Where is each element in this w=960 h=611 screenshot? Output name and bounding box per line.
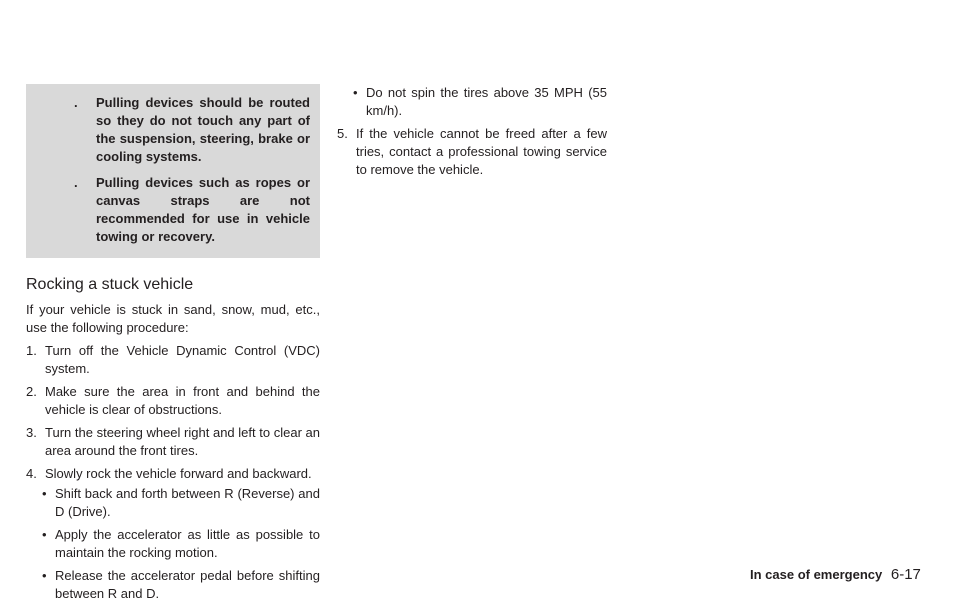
warning-text: Pulling devices should be routed so they do not touch any part of the suspension, steering, brake or cooling systems. <box>96 95 310 164</box>
step-number: 5. <box>337 126 348 141</box>
step-number: 1. <box>26 343 37 358</box>
section-title: Rocking a stuck vehicle <box>26 276 194 293</box>
intro-paragraph: If your vehicle is stuck in sand, snow, mud, etc., use the following procedure: <box>26 302 320 335</box>
step-text: If the vehicle cannot be freed after a few tries, contact a professional towing service to remove the vehicle. <box>356 126 607 177</box>
step-text: Make sure the area in front and behind the vehicle is clear of obstructions. <box>45 384 320 417</box>
warning-box <box>26 84 320 258</box>
bullet: • <box>42 486 47 501</box>
page-footer <box>750 566 921 584</box>
warning-text: Pulling devices such as ropes or canvas straps are not recommended for use in vehicle towing or recovery. <box>96 175 310 244</box>
right-column <box>337 84 607 184</box>
step-item <box>26 383 320 419</box>
sub-bullet-item <box>337 84 607 120</box>
step-item <box>26 424 320 460</box>
sub-bullet-item <box>26 526 320 562</box>
page-number: 6-17 <box>890 566 921 583</box>
bullet: . <box>74 175 78 190</box>
bullet: • <box>42 527 47 542</box>
step-text: Turn off the Vehicle Dynamic Control (VDC) system. <box>45 343 320 376</box>
chapter-title: In case of emergency <box>750 567 883 582</box>
sub-bullet-item <box>26 567 320 603</box>
warning-item <box>38 94 310 166</box>
step-number: 3. <box>26 425 37 440</box>
sub-bullet-text: Do not spin the tires above 35 MPH (55 km/h). <box>366 85 607 118</box>
step-item <box>337 125 607 179</box>
step-text: Slowly rock the vehicle forward and backward. <box>45 466 312 481</box>
bullet: • <box>353 85 358 100</box>
sub-bullet-item <box>26 485 320 521</box>
step-text: Turn the steering wheel right and left to clear an area around the front tires. <box>45 425 320 458</box>
step-number: 2. <box>26 384 37 399</box>
step-item <box>26 342 320 378</box>
bullet: . <box>74 95 78 110</box>
left-column <box>26 84 320 608</box>
step-number: 4. <box>26 466 37 481</box>
warning-item <box>38 174 310 246</box>
bullet: • <box>42 568 47 583</box>
sub-bullet-text: Release the accelerator pedal before shifting between R and D. <box>55 568 320 601</box>
sub-bullet-text: Shift back and forth between R (Reverse) and D (Drive). <box>55 486 320 519</box>
step-item <box>26 465 320 483</box>
sub-bullet-text: Apply the accelerator as little as possible to maintain the rocking motion. <box>55 527 320 560</box>
